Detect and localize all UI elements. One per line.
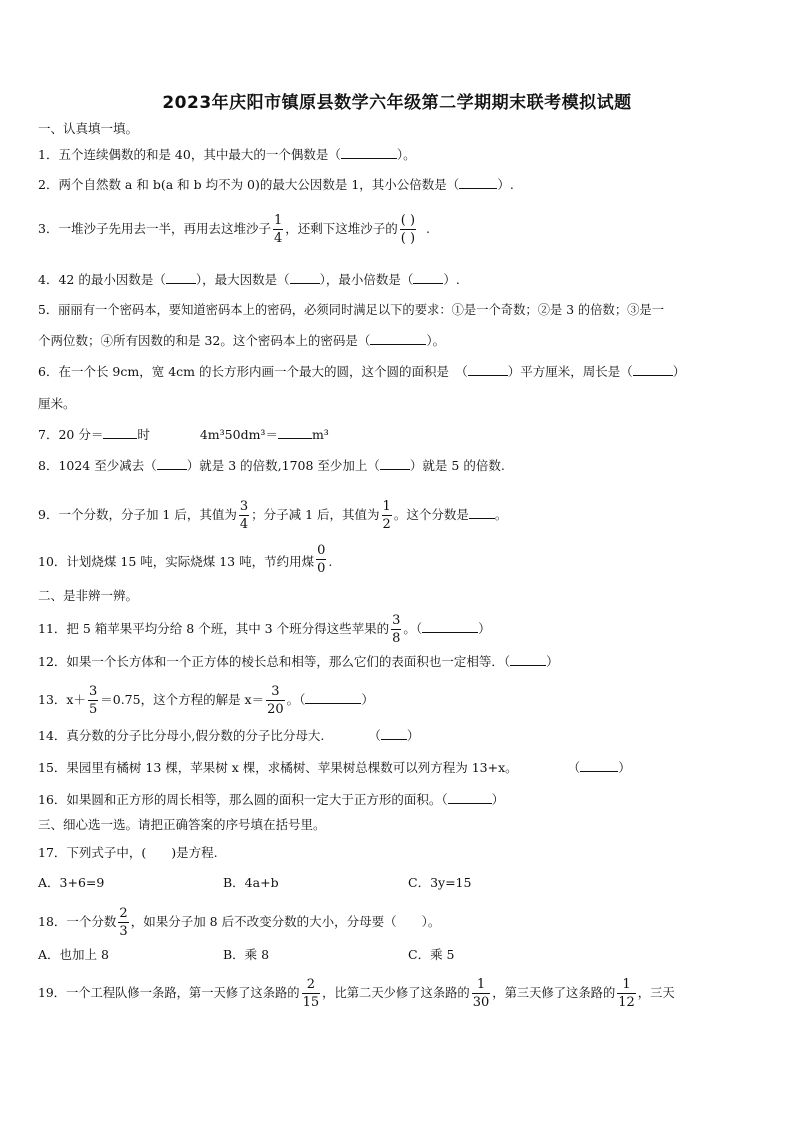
answer-blank[interactable] (157, 456, 187, 470)
question-text: 9．一个分数，分子加 1 后，其值为 (38, 507, 237, 522)
fraction (382, 500, 392, 531)
question-text: ）. (443, 272, 460, 287)
fraction-numerator: 1 (382, 499, 391, 514)
fraction (239, 500, 249, 531)
fraction (391, 614, 401, 645)
fraction (88, 685, 98, 716)
fraction (273, 214, 283, 245)
question-text: ） (546, 654, 559, 669)
question-text: ，第三天修了这条路的 (492, 986, 616, 1000)
fraction-numerator: 3 (88, 684, 98, 699)
fraction-denominator: 4 (239, 517, 249, 532)
question-text: 11．把 5 箱苹果平均分给 8 个班，其中 3 个班分得这些苹果的 (38, 621, 390, 636)
fraction-numerator: 2 (302, 978, 321, 994)
question-text: . (328, 554, 333, 569)
question-text: ，三天 (637, 986, 675, 1000)
question-text: 1．五个连续偶数的和是 40，其中最大的一个偶数是（ (38, 147, 341, 162)
fraction-numerator: 0 (317, 543, 326, 558)
answer-blank[interactable] (305, 690, 361, 704)
answer-blank[interactable] (448, 790, 492, 804)
question-text: 时 (137, 427, 150, 442)
answer-blank[interactable] (166, 270, 196, 284)
question-4 (38, 270, 460, 290)
fraction-numerator: 3 (239, 499, 249, 514)
question-text: ，比第二天少修了这条路的 (322, 986, 470, 1000)
question-text: 8．1024 至少减去（ (38, 458, 157, 473)
question-text: 10．计划烧煤 15 吨，实际烧煤 13 吨，节约用煤 (38, 554, 315, 569)
fraction-numerator: 3 (392, 613, 401, 628)
question-text: 15．果园里有橘树 13 棵，苹果树 x 棵，求橘树、苹果树总棵数可以列方程为 13+x。 (38, 760, 518, 775)
question-text: m³ (311, 427, 329, 442)
question-2 (38, 175, 514, 195)
question-17: 17．下列式子中，( )是方程. (38, 845, 218, 860)
question-3 (38, 214, 430, 245)
answer-blank[interactable] (103, 425, 137, 439)
question-text: ） (618, 760, 631, 775)
fraction (316, 544, 326, 575)
fraction-numerator: 1 (472, 978, 491, 994)
question-text: ；分子减 1 后，其值为 (251, 507, 380, 522)
question-6-line-2: 厘米。 (38, 396, 76, 411)
question-6 (38, 362, 685, 382)
question-7 (38, 425, 329, 445)
question-text: ），最小倍数是（ (319, 272, 414, 287)
question-text: 12．如果一个长方体和一个正方体的棱长总和相等，那么它们的表面积也一定相等．（ (38, 654, 511, 669)
answer-blank[interactable] (469, 505, 495, 519)
answer-blank[interactable] (459, 175, 497, 189)
section-heading-3: 三、细心选一选。请把正确答案的序号填在括号里。 (38, 817, 326, 832)
answer-blank[interactable] (381, 726, 407, 740)
option-c[interactable]: C．乘 5 (408, 947, 455, 962)
question-text: 。 (494, 507, 508, 522)
question-text: . (426, 221, 430, 236)
answer-blank[interactable] (580, 758, 618, 772)
question-text: 7．20 分＝ (38, 427, 104, 442)
question-9 (38, 500, 507, 531)
page-title: 2023年庆阳市镇原县数学六年级第二学期期末联考模拟试题 (162, 93, 632, 113)
fraction (617, 978, 636, 1009)
answer-fraction[interactable] (400, 214, 416, 245)
option-a[interactable]: A．3+6=9 (38, 875, 105, 890)
fraction (302, 978, 321, 1009)
answer-blank[interactable] (278, 425, 312, 439)
fraction-numerator: 3 (266, 685, 285, 701)
question-text: ）就是 3 的倍数,1708 至少加上（ (186, 458, 380, 473)
question-text: ）平方厘米，周长是（ (507, 364, 633, 379)
question-text: ） (406, 728, 420, 743)
question-text: ）。 (396, 147, 416, 162)
fraction (118, 907, 128, 938)
question-text: 6．在一个长 9cm，宽 4cm 的长方形内画一个最大的圆，这个圆的面积是 （ (38, 364, 468, 379)
answer-blank[interactable] (290, 270, 320, 284)
question-text: ） (361, 692, 374, 707)
question-text: （ (567, 760, 581, 775)
answer-blank[interactable] (468, 362, 508, 376)
question-18 (38, 907, 440, 938)
fraction-denominator: 2 (382, 517, 391, 532)
fraction-numerator: 1 (617, 978, 636, 994)
question-14 (38, 726, 419, 746)
question-19 (38, 978, 675, 1009)
question-18-options (38, 945, 593, 965)
question-text: ），最大因数是（ (195, 272, 290, 287)
question-1 (38, 145, 416, 165)
fraction-denominator: 5 (88, 702, 98, 717)
question-text: ） (672, 364, 686, 379)
answer-blank[interactable] (633, 362, 673, 376)
question-text: （ (368, 728, 381, 743)
answer-blank[interactable] (510, 652, 546, 666)
question-text: 4m³50dm³＝ (199, 427, 278, 442)
question-17-options (38, 873, 593, 893)
question-5-line-2 (38, 331, 445, 351)
fraction-denominator: 20 (267, 702, 284, 717)
answer-blank[interactable] (422, 619, 478, 633)
question-text: 13．x＋ (38, 692, 86, 707)
question-text: 。（ (403, 621, 423, 636)
question-text: 16．如果圆和正方形的周长相等，那么圆的面积一定大于正方形的面积。（ (38, 792, 448, 807)
option-a[interactable]: A．也加上 8 (38, 947, 109, 962)
question-15 (38, 758, 631, 778)
option-b[interactable]: B．4a+b (223, 875, 279, 890)
fraction-numerator: ( ) (400, 213, 416, 228)
answer-blank[interactable] (413, 270, 443, 284)
question-12 (38, 652, 559, 672)
question-13 (38, 685, 374, 716)
question-text: 4．42 的最小因数是（ (38, 272, 166, 287)
question-text: ）。 (426, 333, 446, 348)
fraction-denominator: 12 (618, 995, 635, 1010)
question-text: 。这个分数是 (393, 507, 469, 522)
section-heading-2: 二、是非辨一辨。 (38, 588, 139, 603)
fraction-denominator: 8 (392, 631, 401, 646)
question-text: ）. (497, 177, 514, 192)
option-c[interactable]: C．3y=15 (408, 875, 472, 890)
question-text: 3．一堆沙子先用去一半，再用去这堆沙子 (38, 221, 271, 236)
question-text: ，还剩下这堆沙子的 (285, 221, 398, 236)
answer-blank[interactable] (341, 145, 397, 159)
fraction-denominator: 15 (302, 995, 320, 1010)
fraction-numerator: 1 (273, 213, 283, 228)
question-text: 18．一个分数 (38, 914, 117, 929)
answer-blank[interactable] (380, 456, 410, 470)
question-text: 2．两个自然数 a 和 b(a 和 b 均不为 0)的最大公因数是 1，其小公倍数是（ (38, 177, 460, 192)
fraction-denominator: 4 (273, 231, 283, 246)
section-heading-1: 一、认真填一填。 (38, 121, 139, 136)
question-text: ） (491, 792, 505, 807)
fraction-denominator: ( ) (400, 231, 416, 246)
question-text: ）就是 5 的倍数. (409, 458, 505, 473)
option-b[interactable]: B．乘 8 (223, 947, 270, 962)
question-8 (38, 456, 505, 476)
question-text: 个两位数；④所有因数的和是 32。这个密码本上的密码是（ (38, 333, 371, 348)
question-text: 14．真分数的分子比分母小,假分数的分子比分母大. (38, 728, 325, 743)
question-5-line-1: 5．丽丽有一个密码本，要知道密码本上的密码，必须同时满足以下的要求：①是一个奇数；②是 3 的倍数；③是一 (38, 303, 665, 317)
question-text: ＝0.75，这个方程的解是 x＝ (100, 692, 265, 707)
fraction-numerator: 2 (119, 906, 128, 921)
fraction-denominator: 30 (472, 995, 490, 1010)
question-text: 。（ (286, 692, 306, 707)
answer-blank[interactable] (370, 331, 426, 345)
question-text: 19．一个工程队修一条路，第一天修了这条路的 (38, 986, 300, 1000)
question-text: ，如果分子加 8 后不改变分数的大小，分母要（ ）。 (130, 914, 441, 929)
fraction (472, 978, 491, 1009)
question-text: ） (478, 621, 491, 636)
fraction-denominator: 0 (317, 561, 326, 576)
question-16 (38, 790, 504, 810)
question-10 (38, 543, 333, 576)
fraction (266, 685, 285, 716)
question-11 (38, 614, 491, 645)
fraction-denominator: 3 (119, 924, 128, 939)
